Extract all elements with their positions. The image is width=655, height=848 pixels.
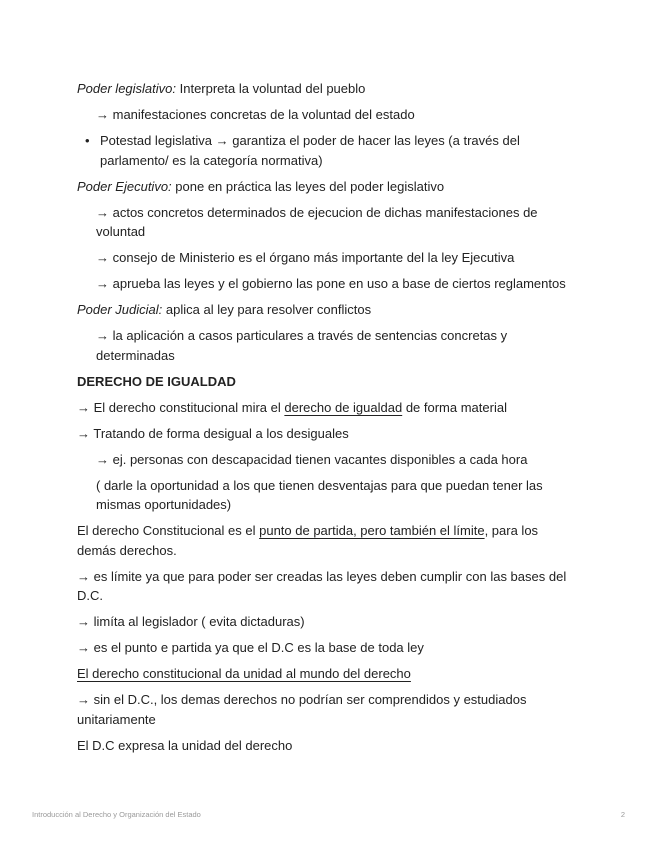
paragraph-text: aplica al ley para resolver conflictos xyxy=(162,302,372,317)
term-label: Poder Ejecutivo: xyxy=(77,178,172,194)
paragraph: → Tratando de forma desigual a los desiguales xyxy=(77,425,349,441)
paragraph-poder-judicial xyxy=(77,300,577,320)
paragraph-indented: ( darle la oportunidad a los que tienen desventajas para que puedan tener las mismas oportunidades) xyxy=(96,477,543,512)
footer-title: Introducción al Derecho y Organización del Estado xyxy=(32,810,201,819)
paragraph-text: de forma material xyxy=(402,399,507,415)
bullet-item xyxy=(77,131,577,170)
bullet-text: Potestad legislativa → garantiza el poder de hacer las leyes (a través del parlamento/ es la categoría normativa) xyxy=(100,133,520,168)
paragraph-text: → El derecho constitucional mira el xyxy=(77,399,285,415)
term-label: Poder legislativo: xyxy=(77,81,176,96)
heading-text: DERECHO DE IGUALDAD xyxy=(77,373,236,389)
underlined-text: punto de partida, pero también el límite xyxy=(259,523,485,538)
paragraph xyxy=(77,398,577,418)
paragraph-indented: → actos concretos determinados de ejecucion de dichas manifestaciones de voluntad xyxy=(96,204,538,239)
paragraph: → es límite ya que para poder ser creadas las leyes deben cumplir con las bases del D.C. xyxy=(77,568,567,603)
paragraph: El D.C expresa la unidad del derecho xyxy=(77,737,293,753)
page-number: 2 xyxy=(620,810,625,819)
paragraph-poder-ejecutivo xyxy=(77,177,577,197)
paragraph: → limíta al legislador ( evita dictaduras) xyxy=(77,614,305,629)
paragraph-text: , para los demás derechos. xyxy=(77,523,539,558)
paragraph: → es el punto e partida ya que el D.C es la base de toda ley xyxy=(77,640,424,655)
paragraph-text: El derecho Constitucional es el xyxy=(77,523,260,538)
bullet-icon: • xyxy=(85,133,90,148)
term-label: Poder Judicial: xyxy=(77,302,163,317)
paragraph: → sin el D.C., los demas derechos no podrían ser comprendidos y estudiados unitariamente xyxy=(77,692,527,727)
document-body xyxy=(77,79,577,762)
paragraph xyxy=(77,664,577,684)
paragraph-indented: → aprueba las leyes y el gobierno las pone en uso a base de ciertos reglamentos xyxy=(96,276,566,291)
paragraph xyxy=(77,521,577,560)
paragraph-poder-legislativo xyxy=(77,79,577,99)
paragraph-indented: → la aplicación a casos particulares a través de sentencias concretas y determinadas xyxy=(96,328,508,363)
paragraph-text: Interpreta la voluntad del pueblo xyxy=(176,81,366,96)
paragraph-indented: → consejo de Ministerio es el órgano más importante del la ley Ejecutiva xyxy=(96,250,515,265)
paragraph-text: pone en práctica las leyes del poder legislativo xyxy=(171,178,445,194)
underlined-text: derecho de igualdad xyxy=(284,399,403,415)
underlined-text: El derecho constitucional da unidad al mundo del derecho xyxy=(77,666,411,681)
section-heading xyxy=(77,372,577,392)
paragraph-indented: → manifestaciones concretas de la voluntad del estado xyxy=(96,107,415,122)
paragraph-indented: → ej. personas con descapacidad tienen vacantes disponibles a cada hora xyxy=(96,451,528,467)
